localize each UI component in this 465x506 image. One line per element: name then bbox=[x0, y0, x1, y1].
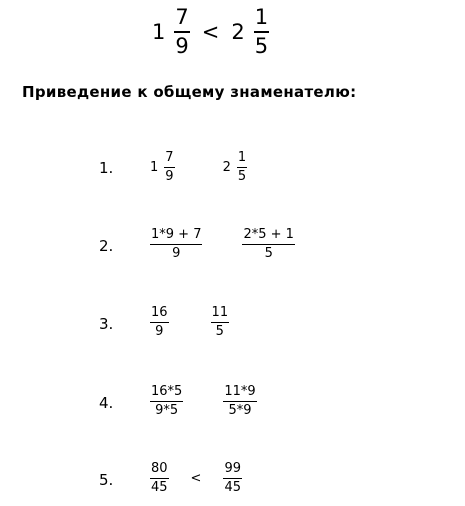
header-right-denominator: 5 bbox=[254, 34, 269, 58]
step1-left-whole: 1 bbox=[150, 159, 159, 175]
step5-right-denominator: 45 bbox=[224, 480, 241, 495]
step-row-4 bbox=[150, 381, 257, 421]
step5-left-denominator: 45 bbox=[151, 480, 168, 495]
step-row-2 bbox=[150, 224, 295, 264]
step4-right-fraction bbox=[223, 385, 256, 417]
step4-right-denominator: 5*9 bbox=[228, 403, 252, 418]
step5-relation: < bbox=[190, 470, 202, 486]
step5-right-numerator: 99 bbox=[224, 461, 241, 476]
step1-right-whole: 2 bbox=[222, 159, 231, 175]
step2-right-denominator: 5 bbox=[264, 246, 273, 261]
header-left-fraction bbox=[174, 7, 189, 57]
step-row-1 bbox=[150, 147, 247, 187]
step3-right-fraction bbox=[211, 306, 230, 338]
step1-right-numerator: 1 bbox=[237, 150, 247, 165]
step3-right-numerator: 11 bbox=[211, 305, 229, 320]
step2-left-fraction bbox=[150, 228, 202, 260]
step5-left-fraction bbox=[150, 462, 169, 494]
step3-left-denominator: 9 bbox=[155, 324, 164, 339]
step3-right-denominator: 5 bbox=[215, 324, 224, 339]
header-left-numerator: 7 bbox=[175, 5, 189, 29]
step-number-5: 5. bbox=[99, 471, 114, 489]
header-right-numerator: 1 bbox=[254, 5, 269, 29]
section-heading: Приведение к общему знаменателю: bbox=[22, 83, 357, 101]
step3-left-numerator: 16 bbox=[151, 305, 168, 320]
step5-right-fraction bbox=[223, 462, 242, 494]
step4-left-fraction bbox=[150, 385, 183, 417]
step1-left-numerator: 7 bbox=[165, 150, 174, 165]
header-left-whole: 1 bbox=[152, 20, 166, 44]
step4-left-denominator: 9*5 bbox=[155, 403, 179, 418]
step3-left-fraction bbox=[150, 306, 169, 338]
header-left-denominator: 9 bbox=[175, 34, 189, 58]
header-right-fraction bbox=[254, 7, 269, 57]
header-right-whole: 2 bbox=[231, 20, 245, 44]
step1-left-fraction bbox=[164, 151, 174, 183]
step-row-3 bbox=[150, 302, 229, 342]
step1-right-fraction bbox=[237, 151, 247, 183]
step1-left-denominator: 9 bbox=[165, 169, 174, 184]
step-row-5 bbox=[150, 458, 242, 498]
step-number-1: 1. bbox=[99, 159, 114, 177]
step2-left-denominator: 9 bbox=[172, 246, 181, 261]
step-number-3: 3. bbox=[99, 315, 114, 333]
step5-left-numerator: 80 bbox=[151, 461, 168, 476]
step4-right-numerator: 11*9 bbox=[224, 384, 256, 399]
header-relation: < bbox=[201, 20, 220, 44]
step4-left-numerator: 16*5 bbox=[151, 384, 183, 399]
step1-right-denominator: 5 bbox=[237, 169, 247, 184]
step-number-4: 4. bbox=[99, 394, 114, 412]
step2-right-fraction bbox=[242, 228, 294, 260]
step-number-2: 2. bbox=[99, 237, 114, 255]
header-expression bbox=[152, 2, 269, 62]
step2-right-numerator: 2*5 + 1 bbox=[243, 227, 294, 242]
step2-left-numerator: 1*9 + 7 bbox=[151, 227, 202, 242]
